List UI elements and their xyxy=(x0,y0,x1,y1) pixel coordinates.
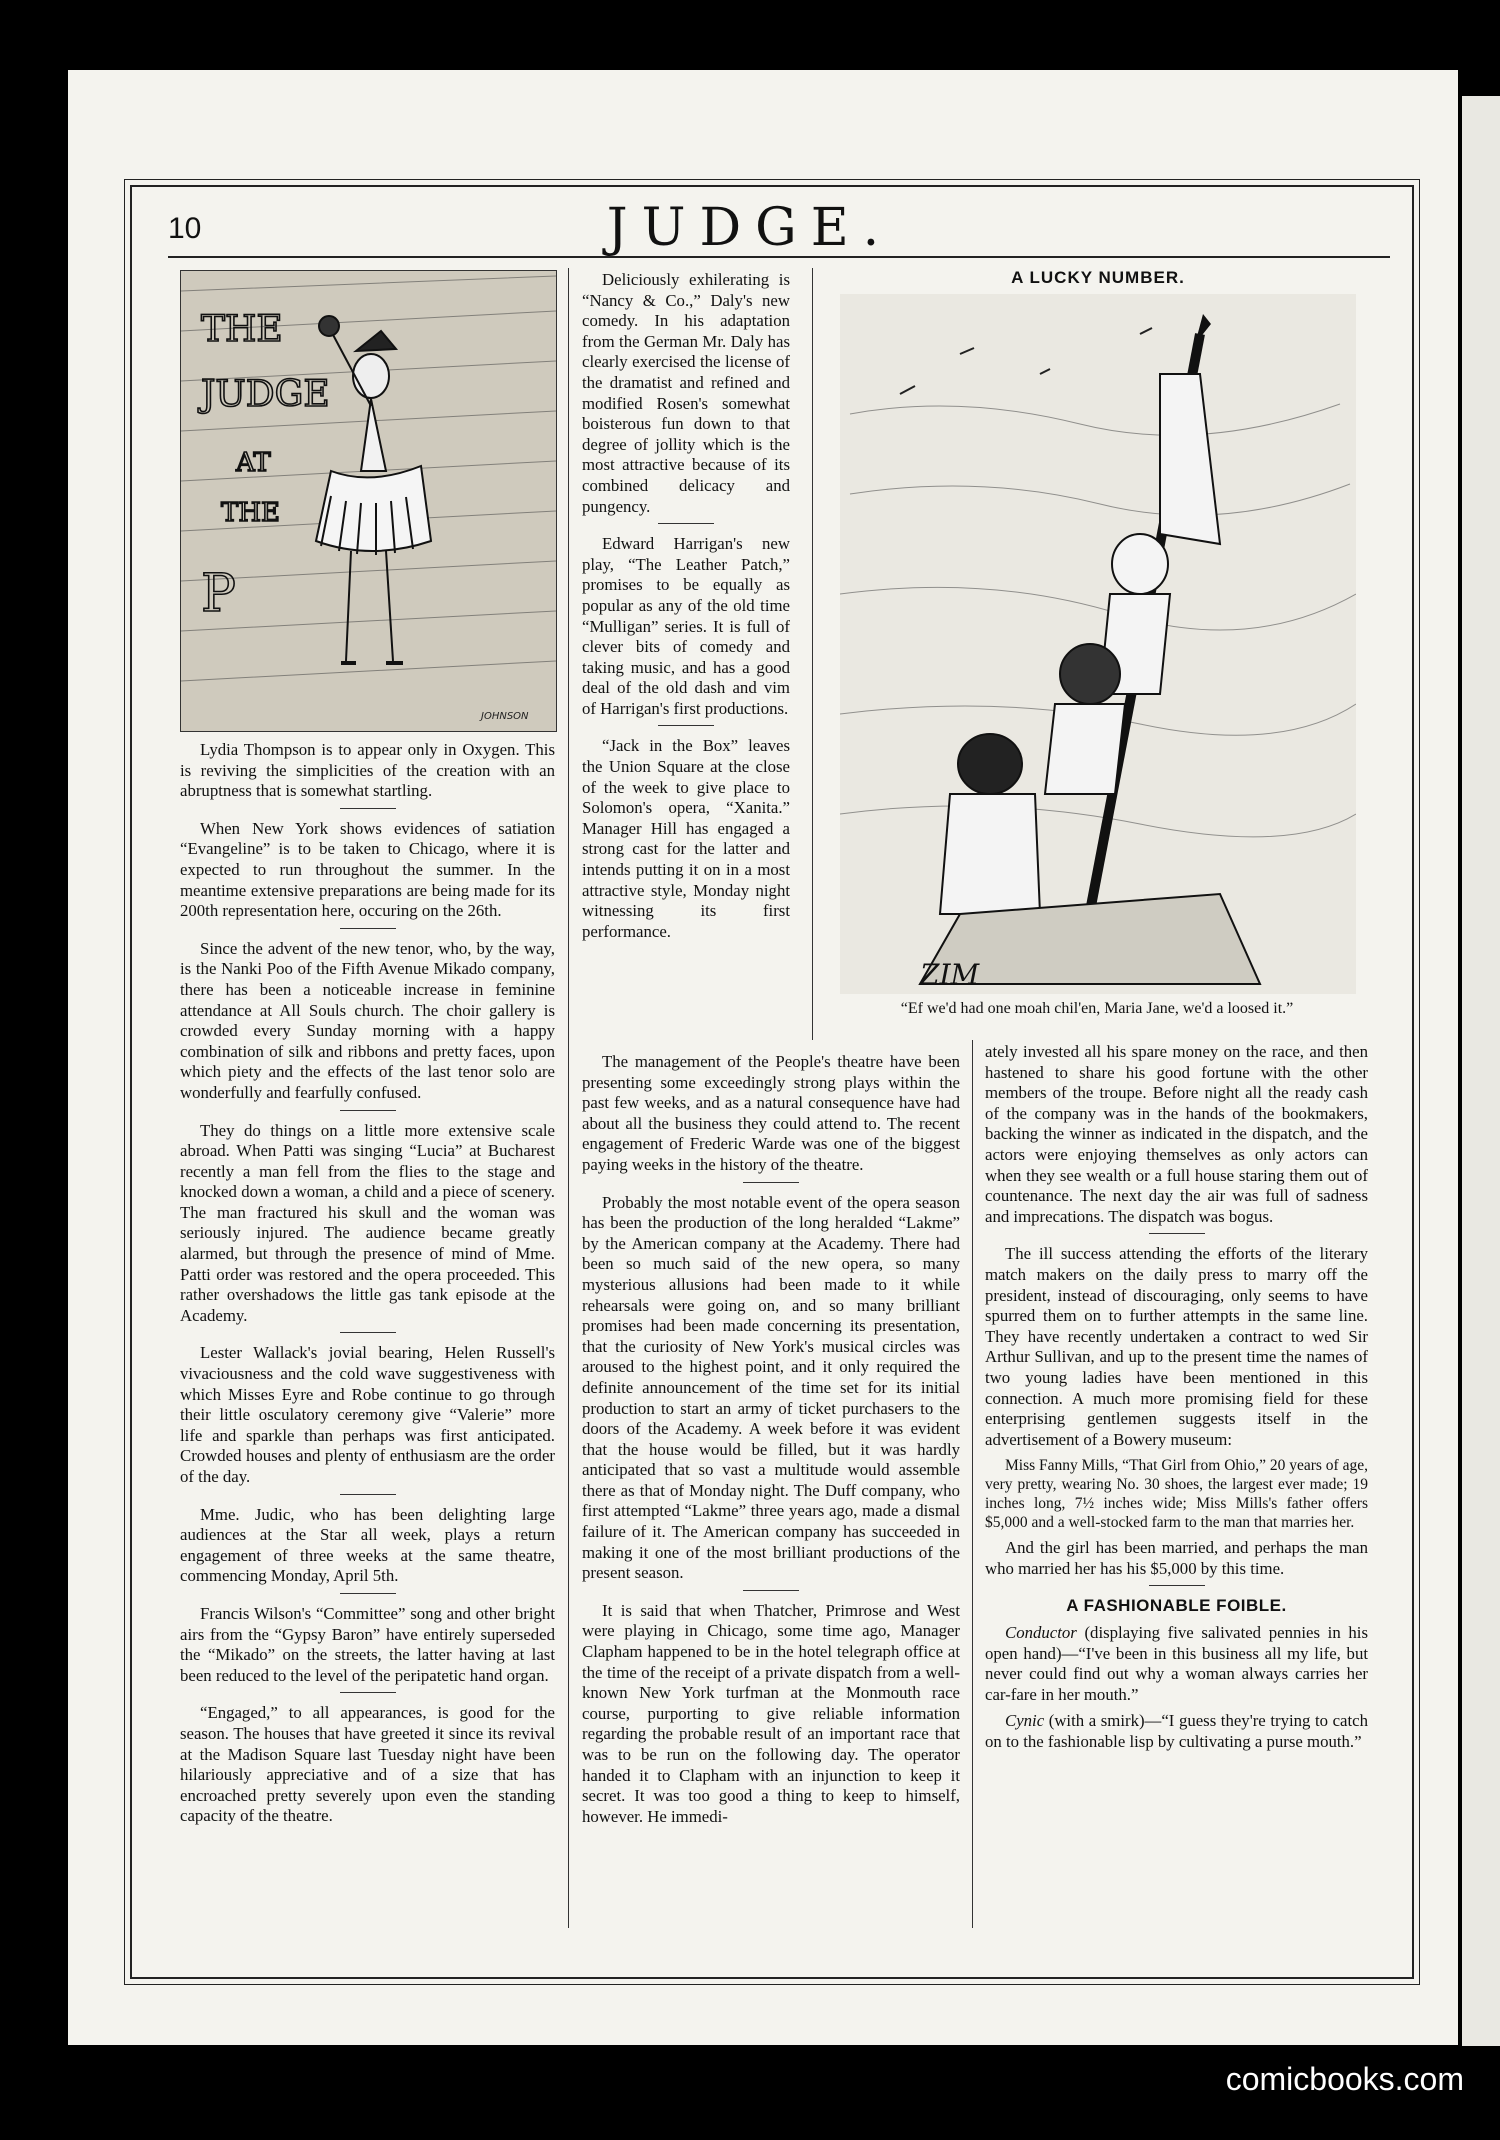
column-2-bottom xyxy=(582,1052,960,1833)
separator xyxy=(1149,1233,1205,1234)
lettering-play: P xyxy=(201,564,236,624)
article-lydia-thompson: Lydia Thompson is to appear only in Oxygen. This is reviving the simplicities of the creation with an abruptness that is somewhat startling. xyxy=(180,740,555,801)
article-dispatch-continued: ately invested all his spare money on the race, and then hastened to share his good fortune with the other members of the troupe. Before night all the ready cash of the company was in the hands of the bookmakers, backing the winner as indicated in the dispatch, and the actors were enjoying themselves as only actors can when they see wealth or a full house staring them out of countenance. The next day the air was full of sadness and imprecations. The dispatch was bogus. xyxy=(985,1042,1368,1226)
lettering-the: THE xyxy=(201,309,283,350)
figure-3-head xyxy=(958,734,1022,794)
separator xyxy=(743,1590,799,1591)
dialogue-cynic xyxy=(985,1711,1368,1752)
line-conductor: (displaying five salivated pennies in his open hand)—“I've been in this business all my life, but never could find out why a woman always carries her car-fare in her mouth.” xyxy=(985,1623,1368,1704)
lettering-the-2: THE xyxy=(221,498,280,528)
figure-2-head xyxy=(1060,644,1120,704)
lettering-at: AT xyxy=(236,448,271,478)
article-match-makers: The ill success attending the efforts of the literary match makers on the daily press to marry off the president, instead of discouraging, only seems to have spurred them on to further attempts in the same line. They have recently undertaken a contract to wed Sir Arthur Sullivan, and up to the present time the names of two young ladies have been mentioned in this connection. A much more promising field for these enterprising gentlemen suggests itself in the advertisement of a Bowery museum: xyxy=(985,1244,1368,1449)
section-title-fashionable-foible: A FASHIONABLE FOIBLE. xyxy=(1066,1596,1287,1616)
column-1 xyxy=(180,740,555,1833)
article-judic: Mme. Judic, who has been delighting large audiences at the Star all week, plays a return engagement of three weeks at the same theatre, commencing Monday, April 5th. xyxy=(180,1504,555,1586)
separator xyxy=(340,1110,396,1111)
cartoon-title: A LUCKY NUMBER. xyxy=(1011,268,1185,287)
article-clapham: It is said that when Thatcher, Primrose and West were playing in Chicago, some time ago, Manager Clapham happened to be in the hotel telegraph office at the time of the receipt of a private dispatch from a well-known New York turfman at the Monmouth race course, purporting to give reliable information regarding the probable result of an important race that was to be run on the following day. The operator handed it to Clapham with an injunction to keep it secret. It was too good a thing to keep to himself, however. He immedi- xyxy=(582,1600,960,1826)
speaker-conductor: Conductor xyxy=(1005,1623,1077,1643)
separator xyxy=(340,1692,396,1693)
hanging-garments xyxy=(1160,374,1220,544)
column-rule-2 xyxy=(972,1040,973,1928)
article-leather-patch: Edward Harrigan's new play, “The Leather Patch,” promises to be equally as popular as any of the old time “Mulligan” series. It is full of clever bits of comedy and taking music, and has a good deal of the old dash and vim of Harrigan's first productions. xyxy=(582,534,790,718)
lettering-judge: JUDGE xyxy=(201,374,330,415)
article-engaged: “Engaged,” to all appearances, is good for the season. The houses that have greeted it since its revival at the Madison Square last Tuesday night have been hilariously appreciative and of a size that has encroached pretty severely upon even the standing capacity of the theatre. xyxy=(180,1703,555,1826)
article-nancy-co: Deliciously exhilerating is “Nancy & Co.,” Daly's new comedy. In his adaptation from the German Mr. Daly has clearly exercised the license of the dramatist and refined and modified Rosen's somewhat boisterous fun down to that degree of jollity which is the most attractive because of its combined delicacy and pungency. xyxy=(582,270,790,516)
dialogue-conductor xyxy=(985,1623,1368,1705)
article-jack-in-box: “Jack in the Box” leaves the Union Square at the close of the week to give place to Solomon's opera, “Xanita.” Manager Hill has engaged a strong cast for the latter and intends putting it on in a most attractive style, Monday night witnessing its first performance. xyxy=(582,736,790,941)
speaker-cynic: Cynic xyxy=(1005,1711,1045,1731)
column-3 xyxy=(985,1042,1368,1759)
separator xyxy=(340,1494,396,1495)
article-wilson: Francis Wilson's “Committee” song and other bright airs from the “Gypsy Baron” have entirely superseded the “Mikado” on the streets, the latter having at last been reduced to the level of the peripatetic hand organ. xyxy=(180,1603,555,1685)
column-rule-1 xyxy=(568,268,569,1928)
cartoon-caption: “Ef we'd had one moah chil'en, Maria Jane, we'd a loosed it.” xyxy=(900,1000,1294,1017)
dancer-drawing xyxy=(181,271,556,731)
advertisement-fanny-mills: Miss Fanny Mills, “That Girl from Ohio,” 20 years of age, very pretty, wearing No. 30 shoes, the largest ever made; 19 inches long, 7½ inches wide; Miss Mills's father offers $5,000 and a well-stocked farm to the man that marries her. xyxy=(985,1457,1368,1532)
page-number: 10 xyxy=(168,212,202,245)
article-lakme: Probably the most notable event of the opera season has been the production of the long heralded “Lakme” by the American company at the Academy. There had been so much said of the new opera, so many mysterious allusions had been made to it while rehearsals were going on, and so many brilliant promises had been made concerning its presentation, that the curiosity of New York's musical circles was aroused to the highest point, and it only required the definite announcement of the time set for its initial production to start an army of ticket purchasers to the doors of the Academy. A week before it was evident that the house would be filled, but it was hardly anticipated that so vast a multitude would assemble there as that of Monday night. The Duff company, who first attempted “Lakme” three years ago, made a dismal failure of it. The American company has succeeded in making it one of the most brilliant productions of the present season. xyxy=(582,1192,960,1583)
separator xyxy=(340,1332,396,1333)
masthead-rule xyxy=(168,256,1390,258)
lucky-number-cartoon xyxy=(840,294,1356,994)
separator xyxy=(743,1182,799,1183)
separator xyxy=(340,808,396,809)
article-evangeline: When New York shows evidences of satiation “Evangeline” is to be taken to Chicago, where it is expected to run throughout the summer. In the meantime extensive preparations are being made for its 200th representation here, occuring on the 26th. xyxy=(180,818,555,921)
next-page-edge xyxy=(1462,96,1500,2046)
article-patti: They do things on a little more extensive scale abroad. When Patti was singing “Lucia” at Bucharest recently a man fell from the flies to the stage and knocked down a woman, a child and a piece of scenery. The man fractured his skull and the woman was seriously injured. The audience became greatly alarmed, but through the presence of mind of Mme. Patti order was restored and the opera proceeded. This rather overshadows the little gas tank episode at the Academy. xyxy=(180,1120,555,1325)
judge-at-the-play-illustration xyxy=(180,270,557,732)
separator xyxy=(340,928,396,929)
site-watermark: comicbooks.com xyxy=(1225,2061,1464,2097)
masthead: JUDGE. xyxy=(606,198,894,258)
cartoon-signature: ZIM xyxy=(920,958,980,991)
separator xyxy=(340,1593,396,1594)
article-girl-married: And the girl has been married, and perhaps the man who married her has his $5,000 by this time. xyxy=(985,1538,1368,1578)
separator xyxy=(658,523,714,524)
article-new-tenor: Since the advent of the new tenor, who, by the way, is the Nanki Poo of the Fifth Avenue Mikado company, there has been a noticeable increase in feminine attendance at All Souls church. The choir gallery is crowded every Sunday morning with a happy combination of silk and ribbons and pretty faces, upon which piety and the effects of the last tenor solo are wonderfully and fearfully confused. xyxy=(180,938,555,1102)
article-wallack: Lester Wallack's jovial bearing, Helen Russell's vivaciousness and the cold wave suggestiveness with which Misses Eyre and Robe continue to go through their little osculatory ceremony give “Valerie” more life and sparkle than perhaps was first anticipated. Crowded houses and plenty of enthusiasm are the order of the day. xyxy=(180,1343,555,1486)
separator xyxy=(658,725,714,726)
figure-1-head xyxy=(1112,534,1168,594)
line-cynic: (with a smirk)—“I guess they're trying to catch on to the fashionable lisp by cultivating a purse mouth.” xyxy=(985,1711,1368,1752)
separator xyxy=(1149,1585,1205,1586)
column-2-top xyxy=(582,270,790,948)
article-peoples-theatre: The management of the People's theatre have been presenting some exceedingly strong plays within the past few weeks, and as a natural consequence have had about all the business they could attend to. The recent engagement of Frederic Warde was one of the biggest paying weeks in the history of the theatre. xyxy=(582,1052,960,1174)
illustration-signature: JOHNSON xyxy=(481,711,529,722)
cartoon-drawing xyxy=(840,294,1356,994)
cartoon-rule xyxy=(812,268,813,1040)
